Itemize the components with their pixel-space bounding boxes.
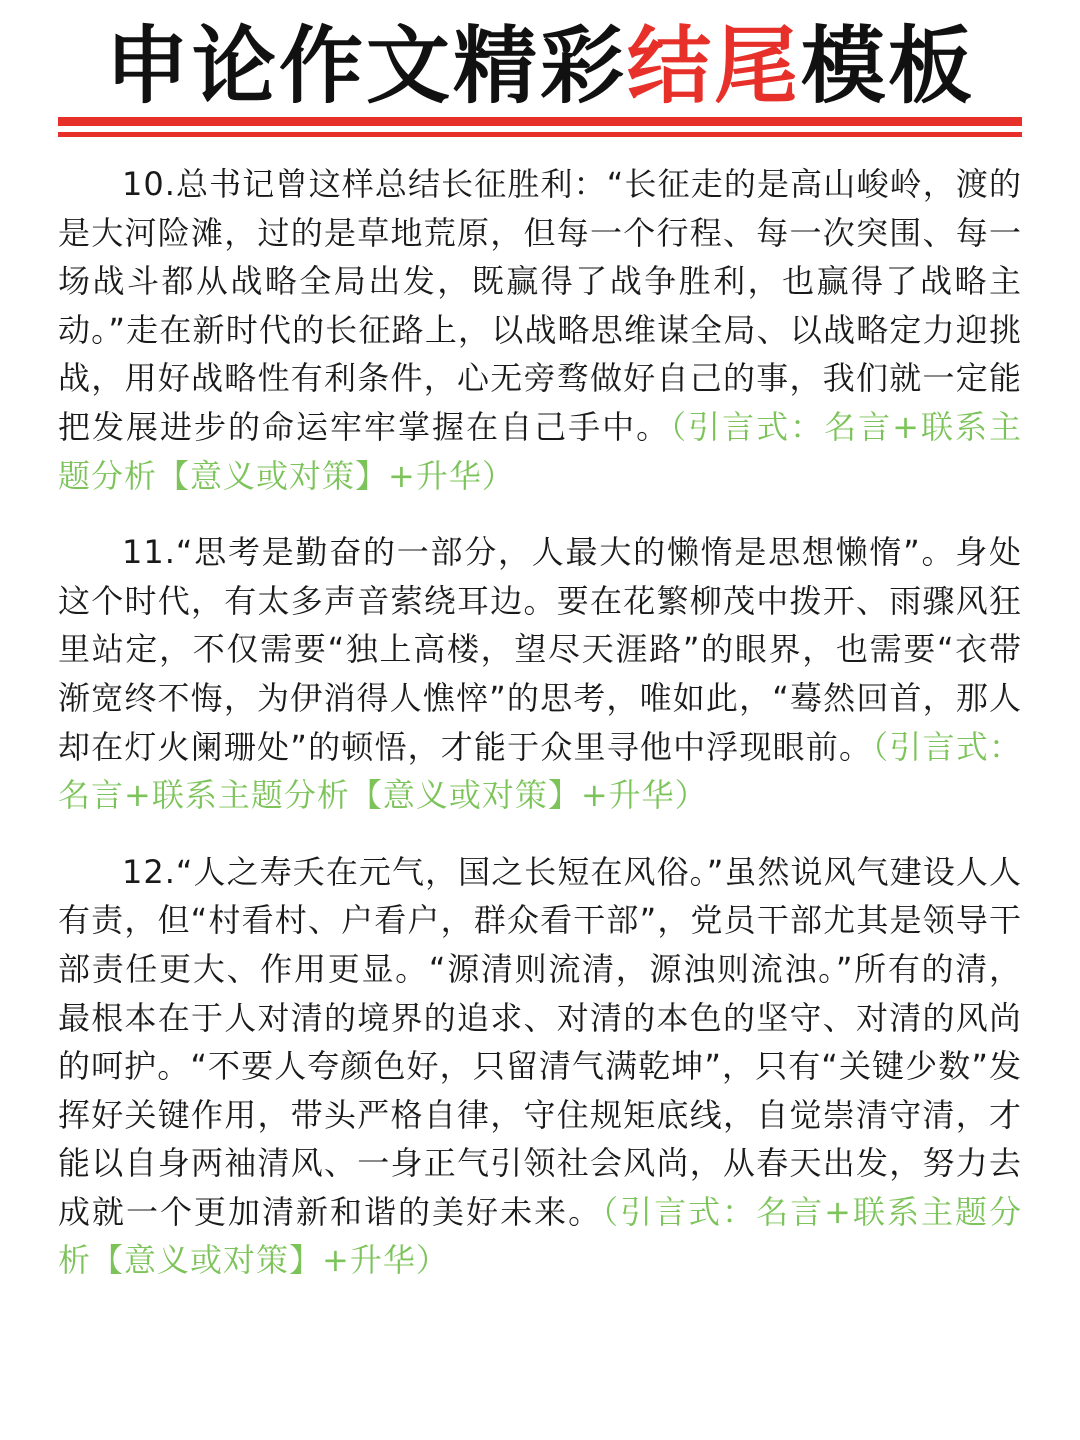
paragraph-11 xyxy=(58,528,1022,820)
title-part-1: 申论作文精彩 xyxy=(104,17,627,115)
paragraph-11-annotation: （引言式：名言+联系主题分析【意义或对策】+升华） xyxy=(58,727,1022,815)
title-highlight: 结尾 xyxy=(626,17,801,115)
article-body xyxy=(58,160,1022,1313)
paragraph-12-annotation: （引言式：名言+联系主题分析【意义或对策】+升华） xyxy=(58,1192,1022,1280)
paragraph-10-annotation: （引言式：名言+联系主题分析【意义或对策】+升华） xyxy=(58,407,1022,495)
paragraph-12-text: 12.“人之寿夭在元气，国之长短在风俗。”虽然说风气建设人人有责，但“村看村、户看户，群众看干部”，党员干部尤其是领导干部责任更大、作用更显。“源清则流清，源浊则流浊。”所有的清，最根本在于人对清的境界的追求、对清的本色的坚守、对清的风尚的呵护。“不要人夸颜色好，只留清气满乾坤”，只有“关键少数”发挥好关键作用，带头严格自律，守住规矩底线，自觉崇清守清，才能以自身两袖清风、一身正气引领社会风尚，从春天出发，努力去成就一个更加清新和谐的美好未来。 xyxy=(58,852,1022,1231)
paragraph-10 xyxy=(58,160,1022,500)
title-part-2: 模板 xyxy=(801,17,976,115)
title-divider-thick xyxy=(58,117,1022,126)
title-divider-thin xyxy=(58,132,1022,137)
paragraph-12 xyxy=(58,848,1022,1285)
paragraph-10-text: 10.总书记曾这样总结长征胜利：“长征走的是高山峻岭，渡的是大河险滩，过的是草地荒原，但每一个行程、每一次突围、每一场战斗都从战略全局出发，既赢得了战争胜利，也赢得了战略主动。”走在新时代的长征路上，以战略思维谋全局、以战略定力迎挑战，用好战略性有利条件，心无旁骛做好自己的事，我们就一定能把发展进步的命运牢牢掌握在自己手中。 xyxy=(58,165,1022,446)
page-title xyxy=(0,14,1080,118)
paragraph-11-text: 11.“思考是勤奋的一部分，人最大的懒惰是思想懒惰”。身处这个时代，有太多声音萦绕耳边。要在花繁柳茂中拨开、雨骤风狂里站定，不仅需要“独上高楼，望尽天涯路”的眼界，也需要“衣带渐宽终不悔，为伊消得人憔悴”的思考，唯如此，“蓦然回首，那人却在灯火阑珊处”的顿悟，才能于众里寻他中浮现眼前。 xyxy=(58,533,1022,766)
